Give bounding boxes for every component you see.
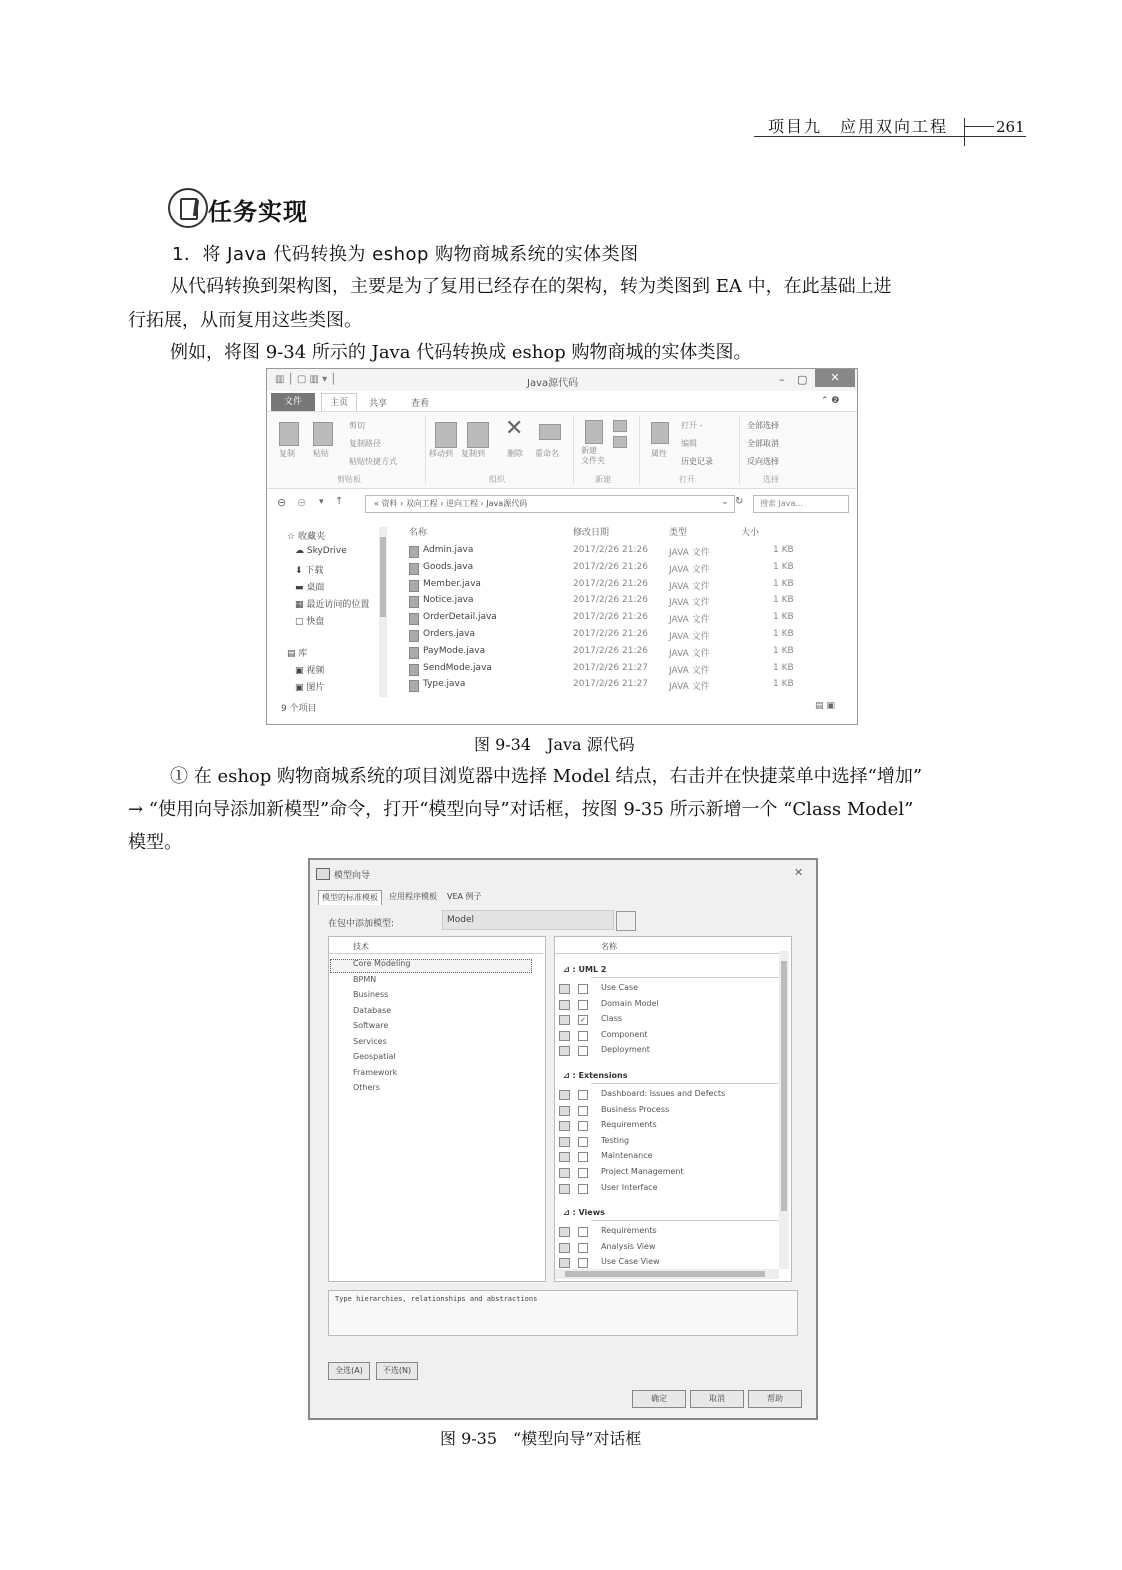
template-icon: [559, 1121, 570, 1131]
nav-pictures[interactable]: ▣ 图片: [295, 683, 325, 693]
java-file-icon: [409, 563, 419, 575]
copy-path-button[interactable]: 复制路径: [349, 439, 381, 448]
step-1-line-1: ① 在 eshop 购物商城系统的项目浏览器中选择 Model 结点，右击并在快捷菜单中选择“增加”: [170, 766, 923, 787]
collapse-arrow-icon[interactable]: ⊿ :: [563, 1071, 579, 1080]
file-date: 2017/2/26 21:27: [573, 679, 648, 690]
desktop-icon: ▬: [295, 583, 307, 593]
copy-icon[interactable]: [279, 422, 299, 446]
template-icon: [559, 1152, 570, 1162]
group-clipboard: 剪贴板: [337, 475, 361, 484]
template-icon: [559, 1090, 570, 1100]
step-1-line-2: → “使用向导添加新模型”命令，打开“模型向导”对话框，按图 9-35 所示新增一个 “Class Model”: [128, 799, 914, 820]
file-name[interactable]: Notice.java: [423, 595, 474, 606]
file-size: 1 KB: [773, 629, 794, 639]
paste-button[interactable]: 粘贴: [313, 449, 329, 458]
file-type: JAVA 文件: [669, 615, 710, 626]
address-dropdown-icon[interactable]: ⌄: [721, 497, 729, 507]
download-icon: ⬇: [295, 566, 306, 576]
technology-list: [328, 936, 546, 1282]
history-button[interactable]: 历史记录: [681, 457, 713, 466]
java-file-icon: [409, 664, 419, 676]
tab-home[interactable]: 主页: [321, 393, 357, 412]
file-size: 1 KB: [773, 679, 794, 690]
cloud-icon: ☁: [295, 546, 307, 556]
java-file-icon: [409, 613, 419, 625]
tab-app-templates[interactable]: 应用程序模板: [389, 892, 437, 901]
dialog-title: 模型向导: [334, 871, 371, 881]
paragraph-1-line-2: 行拓展，从而复用这些类图。: [128, 310, 362, 331]
template-name[interactable]: Analysis View: [601, 1241, 656, 1251]
template-icon: [559, 1227, 570, 1237]
template-name[interactable]: Component: [601, 1029, 648, 1039]
java-file-icon: [409, 630, 419, 642]
template-icon: [559, 1184, 570, 1194]
template-name[interactable]: Dashboard: Issues and Defects: [601, 1089, 726, 1098]
file-type: JAVA 文件: [669, 564, 710, 575]
template-scrollbar[interactable]: [779, 951, 789, 1269]
dialog-close-icon[interactable]: ✕: [794, 866, 804, 879]
cancel-button[interactable]: 取消: [690, 1390, 744, 1408]
properties-button[interactable]: 属性: [651, 449, 667, 458]
template-icon: [559, 1031, 570, 1041]
maximize-icon[interactable]: ▢: [797, 373, 808, 386]
recent-places-icon: ▦: [295, 600, 307, 610]
file-type: JAVA 文件: [669, 682, 710, 693]
file-size: 1 KB: [773, 578, 794, 589]
new-item-icon[interactable]: [613, 420, 627, 432]
file-name[interactable]: OrderDetail.java: [423, 612, 497, 623]
back-icon[interactable]: ⊖: [277, 496, 287, 509]
file-date: 2017/2/26 21:27: [573, 662, 648, 673]
file-date: 2017/2/26 21:26: [573, 629, 648, 639]
template-checkbox[interactable]: [578, 1137, 588, 1147]
header-dash: [964, 126, 994, 127]
template-icon: [559, 1137, 570, 1147]
java-file-icon: [409, 580, 419, 592]
template-name[interactable]: Deployment: [601, 1045, 650, 1055]
file-date: 2017/2/26 21:26: [573, 578, 648, 589]
file-type: JAVA 文件: [669, 648, 710, 659]
template-checkbox[interactable]: [578, 1090, 588, 1100]
template-group-label[interactable]: ⊿ : UML 2: [563, 965, 607, 974]
file-date: 2017/2/26 21:26: [573, 561, 648, 572]
nav-skydrive[interactable]: ☁ SkyDrive: [295, 546, 347, 556]
nav-kuaipan[interactable]: ▢ 快盘: [295, 617, 325, 627]
tab-view[interactable]: 查看: [411, 399, 430, 409]
move-to-icon[interactable]: [435, 422, 457, 448]
model-wizard-dialog: [308, 858, 818, 1420]
minimize-icon[interactable]: –: [779, 373, 785, 386]
picture-icon: ▣: [295, 683, 307, 693]
template-checkbox[interactable]: [578, 1106, 588, 1116]
nav-scrollbar[interactable]: [379, 527, 387, 697]
help-button[interactable]: 帮助: [748, 1390, 802, 1408]
quick-access-toolbar[interactable]: ▥ │ ▢ ▥ ▾ │: [275, 374, 337, 385]
file-size: 1 KB: [773, 595, 794, 606]
template-checkbox[interactable]: [578, 1031, 588, 1041]
file-name[interactable]: Admin.java: [423, 545, 474, 555]
model-template-list: [554, 936, 792, 1282]
template-checkbox[interactable]: [578, 1227, 588, 1237]
delete-button[interactable]: 删除: [507, 449, 523, 458]
technology-item[interactable]: Database: [353, 1005, 392, 1015]
java-file-icon: [409, 647, 419, 659]
nav-videos[interactable]: ▣ 视频: [295, 666, 325, 676]
star-icon: ☆: [287, 532, 298, 542]
item-count: 9 个项目: [281, 704, 317, 714]
search-input[interactable]: 搜索 Java...: [753, 495, 849, 513]
rename-icon[interactable]: [539, 424, 561, 440]
explorer-title: Java源代码: [527, 378, 579, 389]
file-type: JAVA 文件: [669, 632, 710, 642]
template-checkbox[interactable]: [578, 1168, 588, 1178]
template-icon: [559, 1106, 570, 1116]
file-name[interactable]: Member.java: [423, 578, 481, 589]
new-folder-icon[interactable]: [585, 420, 603, 444]
template-icon: [559, 1000, 570, 1010]
file-date: 2017/2/26 21:26: [573, 645, 648, 656]
group-organize: 组织: [489, 475, 505, 484]
template-checkbox[interactable]: [578, 1243, 588, 1253]
header-tick: [964, 118, 965, 146]
group-open: 打开: [679, 475, 695, 484]
template-checkbox[interactable]: ✓: [578, 1015, 588, 1025]
tab-file[interactable]: 文件: [271, 393, 315, 411]
group-select: 选择: [763, 475, 779, 484]
select-none-button[interactable]: 全部取消: [747, 439, 779, 448]
nav-favorites[interactable]: ☆ 收藏夹: [287, 532, 325, 542]
paste-shortcut-button[interactable]: 粘贴快捷方式: [349, 457, 397, 466]
copy-to-icon[interactable]: [467, 422, 489, 448]
open-button[interactable]: 打开 -: [681, 421, 703, 430]
template-name[interactable]: Testing: [601, 1135, 630, 1145]
select-all-button[interactable]: 全部选择: [747, 421, 779, 430]
technology-header: 技术: [353, 942, 369, 951]
column-size[interactable]: 大小: [741, 528, 760, 538]
easy-access-icon[interactable]: [613, 436, 627, 448]
paste-icon[interactable]: [313, 422, 333, 446]
video-icon: ▣: [295, 666, 307, 676]
forward-icon[interactable]: ⊖: [297, 496, 307, 509]
column-name[interactable]: 名称: [409, 528, 428, 538]
template-checkbox[interactable]: [578, 1000, 588, 1010]
copy-button[interactable]: 复制: [279, 449, 295, 458]
template-icon: [559, 984, 570, 994]
wizard-icon: [316, 868, 330, 880]
select-all-button[interactable]: 全选(A): [328, 1362, 370, 1380]
template-name[interactable]: Domain Model: [601, 998, 659, 1008]
file-name[interactable]: Goods.java: [423, 561, 474, 572]
template-checkbox[interactable]: [578, 1184, 588, 1194]
up-icon[interactable]: ↑: [335, 496, 344, 507]
file-type: JAVA 文件: [669, 598, 710, 609]
copy-to-button[interactable]: 复制到: [461, 449, 485, 458]
file-size: 1 KB: [773, 561, 794, 572]
column-type[interactable]: 类型: [669, 528, 688, 538]
cut-button[interactable]: 剪切: [349, 421, 365, 430]
template-name[interactable]: Use Case View: [601, 1257, 660, 1267]
template-name[interactable]: Requirements: [601, 1120, 657, 1130]
technology-item[interactable]: Framework: [353, 1067, 398, 1077]
template-checkbox[interactable]: [578, 1121, 588, 1131]
page-number: 261: [996, 118, 1025, 136]
heading-1: 1．将 Java 代码转换为 eshop 购物商城系统的实体类图: [172, 244, 639, 265]
figure-caption-35: 图 9-35 “模型向导”对话框: [440, 1429, 642, 1448]
file-type: JAVA 文件: [669, 665, 710, 676]
file-name[interactable]: SendMode.java: [423, 662, 492, 673]
template-name[interactable]: Use Case: [601, 983, 639, 992]
invert-selection-button[interactable]: 反向选择: [747, 457, 779, 466]
refresh-icon[interactable]: ↻: [735, 496, 744, 507]
template-group-label[interactable]: ⊿ : Views: [563, 1208, 605, 1218]
tab-vea-examples[interactable]: VEA 例子: [447, 892, 482, 901]
name-header: 名称: [601, 942, 617, 951]
edit-button[interactable]: 编辑: [681, 439, 697, 448]
nav-desktop[interactable]: ▬ 桌面: [295, 583, 325, 593]
ok-button[interactable]: 确定: [632, 1390, 686, 1408]
column-date[interactable]: 修改日期: [573, 528, 610, 538]
package-label: 在包中添加模型:: [328, 919, 395, 929]
template-checkbox[interactable]: [578, 1152, 588, 1162]
recent-dropdown-icon[interactable]: ▾: [319, 497, 324, 507]
technology-item[interactable]: Business: [353, 990, 389, 999]
task-icon: [168, 188, 208, 228]
step-1-line-3: 模型。: [128, 832, 182, 853]
file-name[interactable]: Orders.java: [423, 629, 475, 639]
template-name[interactable]: Project Management: [601, 1167, 684, 1176]
template-group-label[interactable]: ⊿ : Extensions: [563, 1071, 628, 1080]
file-name[interactable]: PayMode.java: [423, 645, 486, 656]
group-new: 新建: [595, 475, 611, 484]
template-checkbox[interactable]: [578, 1258, 588, 1268]
paragraph-2: 例如，将图 9-34 所示的 Java 代码转换成 eshop 购物商城的实体类图。: [170, 342, 752, 363]
template-name[interactable]: User Interface: [601, 1182, 658, 1192]
ribbon-collapse-icon[interactable]: ⌃ ❷: [821, 396, 840, 406]
template-name[interactable]: Business Process: [601, 1104, 670, 1114]
tab-standard-templates[interactable]: 模型的标准模板: [318, 890, 382, 905]
section-title: 任务实现: [208, 198, 308, 226]
technology-item[interactable]: Software: [353, 1021, 389, 1030]
file-type: JAVA 文件: [669, 548, 710, 558]
close-icon[interactable]: ✕: [815, 369, 855, 387]
technology-item[interactable]: Core Modeling: [353, 959, 411, 968]
template-hscrollbar[interactable]: [555, 1269, 779, 1279]
java-file-icon: [409, 596, 419, 608]
explorer-window: [266, 368, 858, 725]
browse-package-button[interactable]: [616, 911, 636, 931]
file-icon: ▢: [295, 617, 307, 627]
paragraph-1-line-1: 从代码转换到架构图，主要是为了复用已经存在的架构，转为类图到 EA 中，在此基础上进: [170, 276, 892, 297]
collapse-arrow-icon[interactable]: ⊿ :: [563, 1208, 579, 1218]
file-size: 1 KB: [773, 545, 794, 555]
template-icon: [559, 1015, 570, 1025]
figure-caption-34: 图 9-34 Java 源代码: [474, 735, 635, 754]
tab-share[interactable]: 共享: [369, 399, 388, 409]
running-header: 项目九 应用双向工程: [768, 117, 949, 136]
delete-icon[interactable]: ✕: [505, 416, 524, 441]
template-checkbox[interactable]: [578, 984, 588, 994]
nav-libraries[interactable]: ▤ 库: [287, 649, 308, 659]
file-name[interactable]: Type.java: [423, 679, 466, 690]
file-date: 2017/2/26 21:26: [573, 595, 648, 606]
file-size: 1 KB: [773, 612, 794, 623]
template-name[interactable]: Class: [601, 1014, 623, 1024]
file-size: 1 KB: [773, 662, 794, 673]
technology-item[interactable]: Services: [353, 1036, 387, 1046]
technology-item[interactable]: Others: [353, 1083, 380, 1092]
nav-recent[interactable]: ▦ 最近访问的位置: [295, 600, 370, 610]
move-to-button[interactable]: 移动到: [429, 449, 453, 458]
file-date: 2017/2/26 21:26: [573, 545, 648, 555]
file-type: JAVA 文件: [669, 581, 710, 592]
file-date: 2017/2/26 21:26: [573, 612, 648, 623]
library-icon: ▤: [287, 649, 299, 659]
new-folder-button[interactable]: 新建 文件夹: [581, 446, 605, 465]
package-field[interactable]: Model: [442, 910, 614, 930]
nav-downloads[interactable]: ⬇ 下载: [295, 566, 324, 576]
collapse-arrow-icon[interactable]: ⊿ :: [563, 965, 579, 974]
file-size: 1 KB: [773, 645, 794, 656]
template-name[interactable]: Maintenance: [601, 1151, 653, 1161]
ribbon: [267, 411, 857, 489]
template-icon: [559, 1046, 570, 1056]
rename-button[interactable]: 重命名: [535, 449, 559, 458]
template-icon: [559, 1168, 570, 1178]
java-file-icon: [409, 546, 419, 558]
template-name[interactable]: Requirements: [601, 1226, 657, 1236]
technology-item[interactable]: BPMN: [353, 974, 377, 984]
java-file-icon: [409, 680, 419, 692]
template-icon: [559, 1243, 570, 1253]
properties-icon[interactable]: [651, 422, 669, 444]
header-rule: [754, 136, 1026, 137]
navigation-pane: [277, 521, 387, 701]
template-icon: [559, 1258, 570, 1268]
technology-item[interactable]: Geospatial: [353, 1052, 396, 1061]
details-view-icon[interactable]: ▤ ▣: [815, 701, 835, 711]
template-description: Type hierarchies, relationships and abstractions: [328, 1290, 798, 1336]
address-bar[interactable]: « 资料 › 双向工程 › 逆向工程 › Java源代码: [365, 495, 735, 513]
select-none-button[interactable]: 不选(N): [376, 1362, 418, 1380]
template-checkbox[interactable]: [578, 1046, 588, 1056]
